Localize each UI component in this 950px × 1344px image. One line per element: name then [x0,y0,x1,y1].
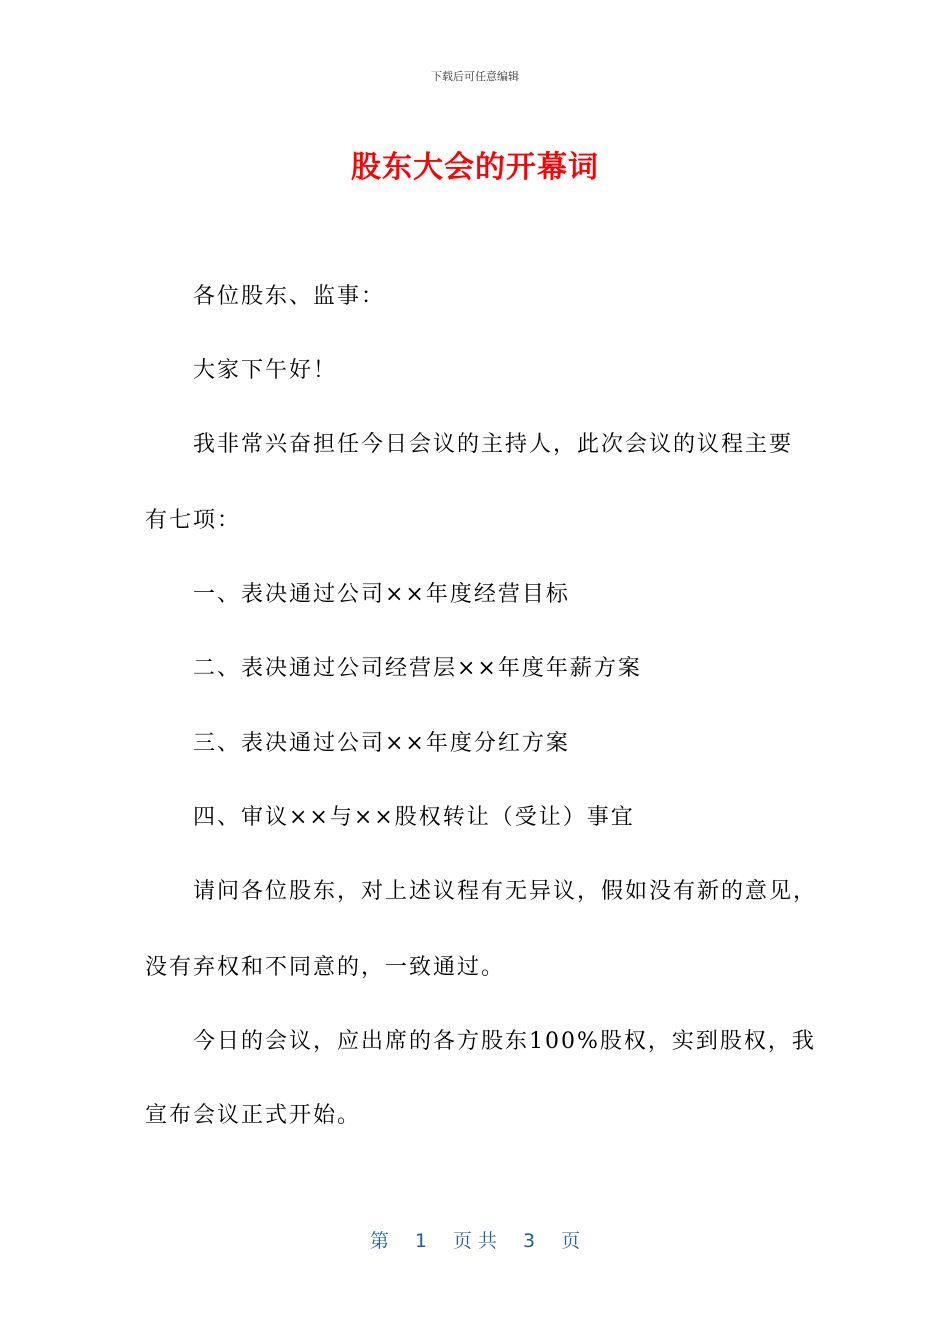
page-mid-text: 页 共 [452,1230,498,1252]
page-prefix: 第 [369,1230,389,1252]
agenda-item-1: 一、表决通过公司××年度经营目标 [193,582,570,607]
total-pages-number: 3 [523,1230,536,1252]
agenda-item-4: 四、审议××与××股权转让（受让）事宜 [193,805,635,830]
current-page-number: 1 [414,1230,427,1252]
agenda-item-3: 三、表决通过公司××年度分红方案 [193,731,570,756]
paragraph-greeting: 大家下午好！ [193,358,338,383]
paragraph-closing-line2: 宣布会议正式开始。 [145,1103,362,1128]
paragraph-closing-line1: 今日的会议，应出席的各方股东100%股权，实到股权，我 [193,1029,816,1054]
paragraph-question-line1: 请问各位股东，对上述议程有无异议，假如没有新的意见， [193,879,818,904]
page-footer [0,1226,950,1253]
paragraph-intro-line2: 有七项： [145,508,242,533]
agenda-item-2: 二、表决通过公司经营层××年度年薪方案 [193,656,642,681]
document-title: 股东大会的开幕词 [351,150,599,185]
paragraph-question-line2: 没有弃权和不同意的，一致通过。 [145,955,506,980]
paragraph-intro-line1: 我非常兴奋担任今日会议的主持人，此次会议的议程主要 [193,432,794,457]
page-suffix: 页 [561,1230,581,1252]
paragraph-salutation: 各位股东、监事： [193,284,386,309]
header-note: 下载后可任意编辑 [431,70,519,83]
